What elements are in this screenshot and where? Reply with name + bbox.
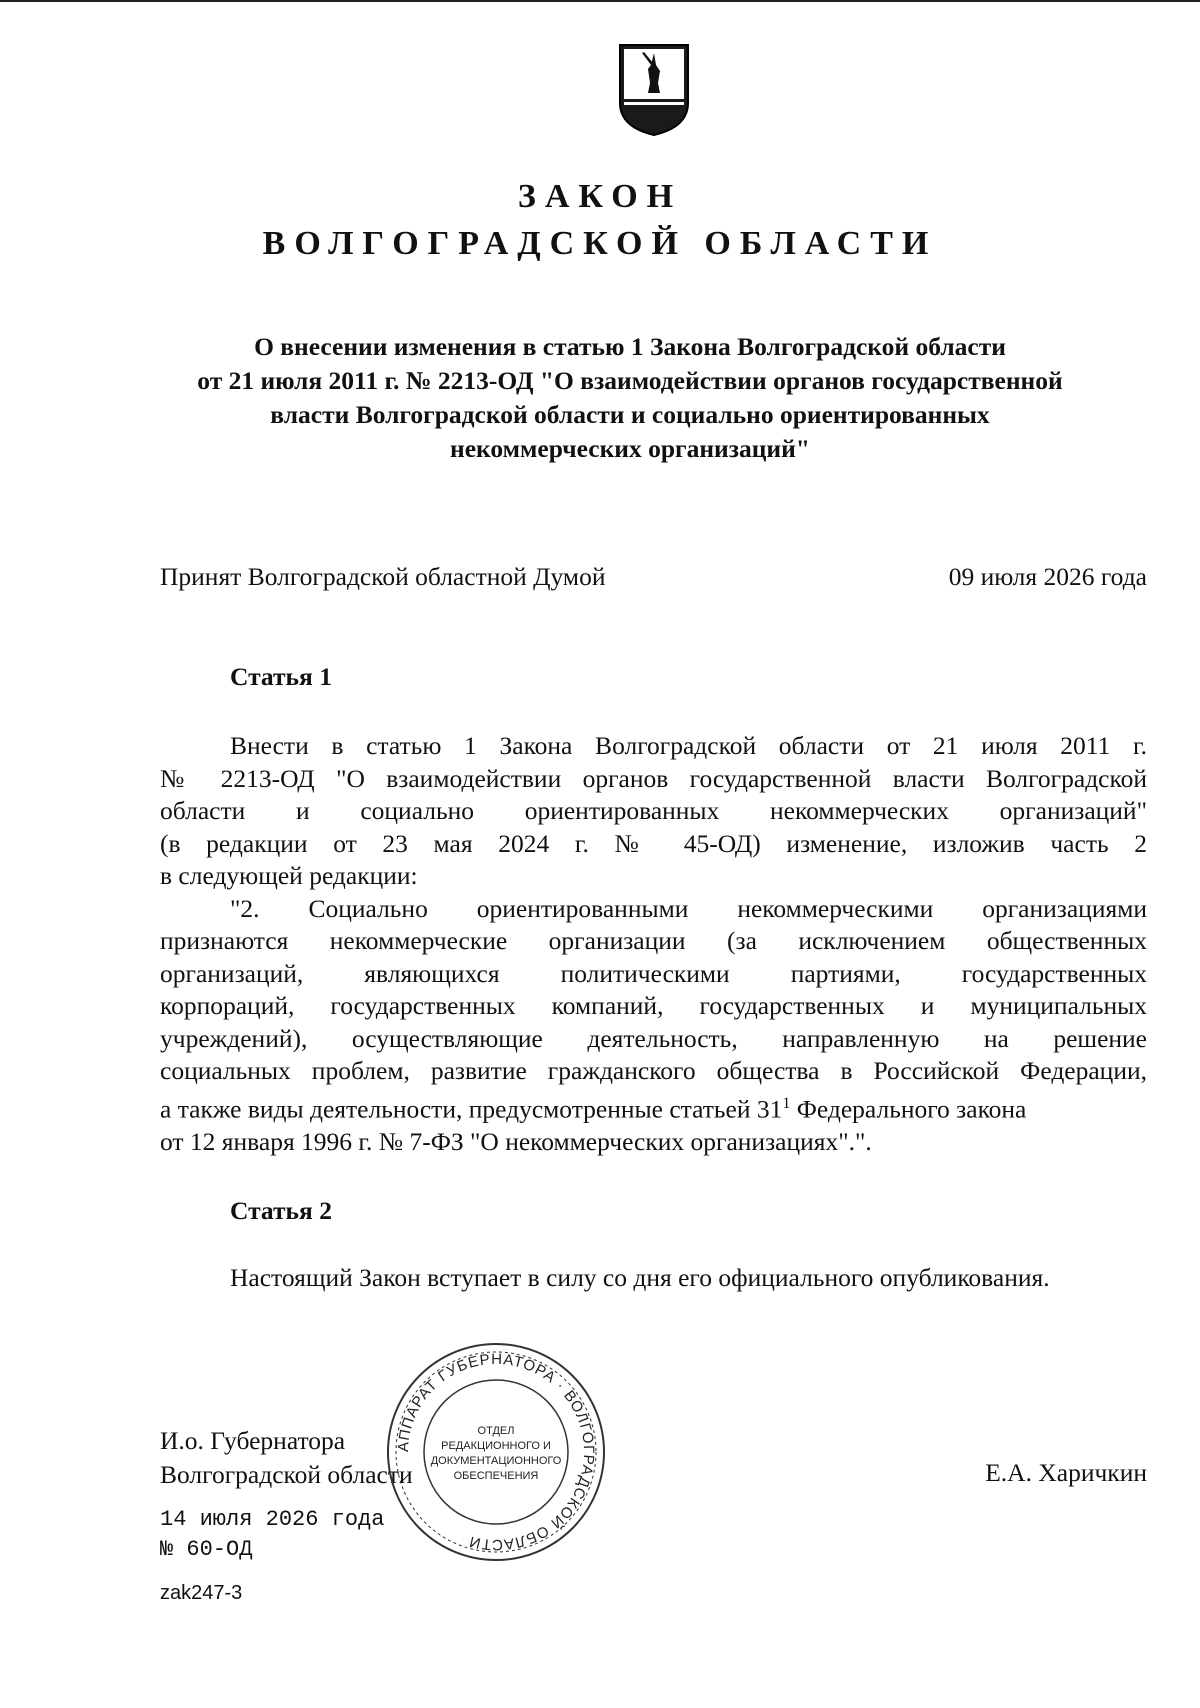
text-line: Внести в статью 1 Закона Волгоградской области от 21 июля 2011 г. bbox=[230, 731, 1147, 760]
superscript: 1 bbox=[782, 1094, 791, 1112]
subject-line: О внесении изменения в статью 1 Закона Волгоградской области bbox=[254, 332, 1006, 361]
signatory-position bbox=[160, 1424, 413, 1492]
stamp-inner-line: ОБЕСПЕЧЕНИЯ bbox=[453, 1470, 539, 1482]
text-line: социальных проблем, развитие гражданского общества в Российской Федерации, bbox=[160, 1056, 1147, 1085]
subject-line: от 21 июля 2011 г. № 2213-ОД "О взаимодействии органов государственной bbox=[197, 366, 1063, 395]
position-line: Волгоградской области bbox=[160, 1460, 413, 1489]
text-line bbox=[160, 1088, 1147, 1126]
document-type-title: ЗАКОН bbox=[517, 178, 683, 215]
article-2-heading: Статья 2 bbox=[230, 1196, 332, 1225]
volgograd-coat-of-arms-icon bbox=[618, 43, 690, 137]
text-line: учреждений), осуществляющие деятельность, направленную на решение bbox=[160, 1023, 1147, 1053]
subject-line: власти Волгоградской области и социально ориентированных bbox=[270, 400, 990, 429]
adoption-line bbox=[160, 562, 1147, 592]
text-fragment: а также виды деятельности, предусмотренные статьей 31 bbox=[160, 1094, 783, 1123]
text-line: (в редакции от 23 мая 2024 г. № 45-ОД) изменение, изложив часть 2 bbox=[160, 828, 1147, 858]
law-subject bbox=[130, 330, 1130, 466]
adopted-by: Принят Волгоградской областной Думой bbox=[160, 562, 606, 591]
article-1-heading: Статья 1 bbox=[230, 662, 332, 691]
stamp-inner-line: ДОКУМЕНТАЦИОННОГО bbox=[430, 1455, 562, 1467]
text-line: № 2213-ОД "О взаимодействии органов государственной власти Волгоградской bbox=[160, 763, 1147, 793]
article-2-text: Настоящий Закон вступает в силу со дня его официального опубликования. bbox=[230, 1263, 1050, 1292]
signing-date: 14 июля 2026 года bbox=[160, 1507, 385, 1532]
text-line: корпораций, государственных компаний, государственных и муниципальных bbox=[160, 991, 1147, 1020]
text-line: области и социально ориентированных некоммерческих организаций" bbox=[160, 796, 1147, 825]
official-stamp bbox=[382, 1338, 610, 1566]
signing-details bbox=[160, 1505, 384, 1565]
top-border-line bbox=[0, 0, 1200, 2]
region-title: ВОЛГОГРАДСКОЙ ОБЛАСТИ bbox=[262, 225, 938, 262]
text-line: в следующей редакции: bbox=[160, 861, 418, 890]
document-code: zak247-3 bbox=[160, 1582, 243, 1604]
signatory-name: Е.А. Харичкин bbox=[985, 1458, 1147, 1487]
text-line: от 12 января 1996 г. № 7-ФЗ "О некоммерческих организациях".". bbox=[160, 1126, 872, 1156]
adoption-date: 09 июля 2026 года bbox=[948, 562, 1147, 591]
text-fragment: Федерального закона bbox=[790, 1094, 1027, 1123]
subject-line: некоммерческих организаций" bbox=[450, 434, 810, 463]
position-line: И.о. Губернатора bbox=[160, 1426, 346, 1455]
text-line: признаются некоммерческие организации (за исключением общественных bbox=[160, 926, 1147, 955]
stamp-ring-text: АППАРАТ ГУБЕРНАТОРА · ВОЛГОГРАДСКОЙ ОБЛАСТИ bbox=[394, 1350, 598, 1554]
text-line: "2. Социально ориентированными некоммерческими организациями bbox=[230, 893, 1147, 923]
stamp-inner-line: ОТДЕЛ bbox=[477, 1425, 515, 1437]
law-number: № 60-ОД bbox=[160, 1537, 253, 1562]
article-1-text bbox=[160, 730, 1147, 1158]
text-line: организаций, являющихся политическими партиями, государственных bbox=[160, 958, 1147, 988]
stamp-inner-line: РЕДАКЦИОННОГО И bbox=[441, 1440, 551, 1452]
